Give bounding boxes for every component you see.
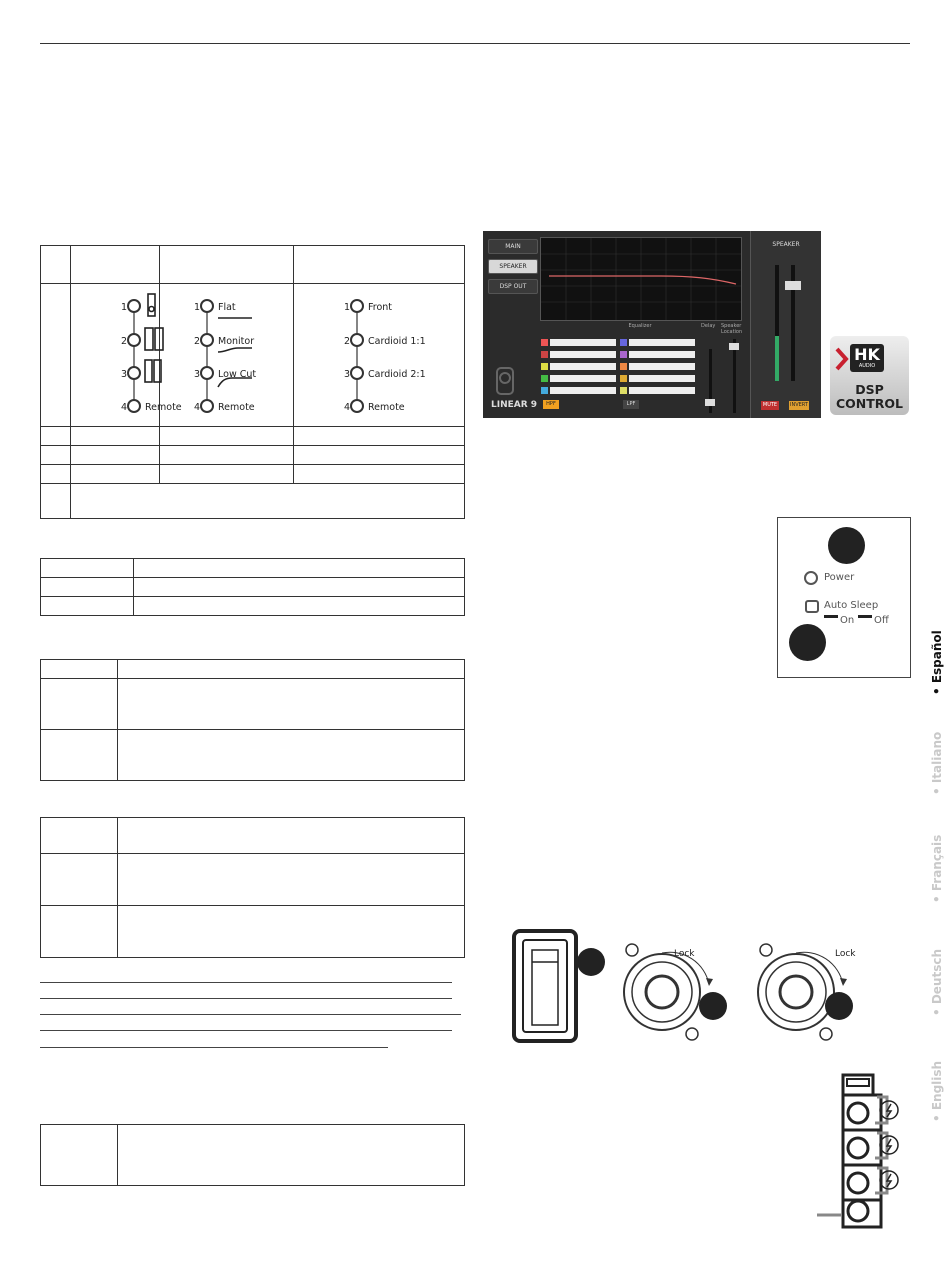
delay-label: Delay [701,323,716,329]
lpf-label[interactable]: LPF [623,400,639,409]
callout-marker [828,527,865,564]
lang-tab-espanol[interactable]: • Español [930,630,944,695]
selector-illustration-3 [294,284,464,422]
chevron-right-icon [834,346,850,372]
pos-num: 4 [344,402,351,413]
speaker-stack-1-icon [148,294,155,316]
speaker-location-label: Speaker Location [721,323,743,335]
auto-sleep-label: Auto Sleep [824,600,879,611]
pos-num: 3 [121,369,128,380]
pos-num: 4 [121,402,128,413]
lock-label: Lock [674,949,695,959]
switch-off-icon [858,615,872,618]
pos-num: 1 [344,302,351,313]
speaker-panel-title: SPEAKER [772,241,800,248]
eq-curve [541,238,741,320]
pos-label: Remote [368,402,405,413]
eq-bands [540,335,696,405]
control-text: CONTROL [835,396,903,411]
hk-sub-text: AUDIO [858,363,876,369]
dsp-control-logo [830,336,909,415]
product-name: LINEAR 9 [491,400,538,410]
selector-illustration-2 [160,284,293,422]
switch-on-icon [824,615,838,618]
speaker-stack-3-icon [145,360,161,382]
pos-num: 4 [194,402,201,413]
callout-marker [577,948,605,976]
pos-label: Remote [145,402,182,413]
dsp-text: DSP [855,382,884,397]
pos-num: 3 [344,369,351,380]
table-2 [40,558,465,616]
delay-fader-handle[interactable] [705,399,715,406]
pos-label: Front [368,302,393,313]
callout-marker [789,624,826,661]
location-fader-handle[interactable] [729,343,739,350]
dsp-software-screenshot [483,231,820,418]
pos-label: Cardioid 2:1 [368,369,426,380]
table-4 [40,817,465,958]
lang-tab-english[interactable]: • English [930,1060,944,1122]
powercon-out-icon [758,944,843,1040]
table-5 [40,1124,465,1186]
pos-num: 2 [344,336,351,347]
pos-label: Flat [218,302,236,313]
lang-tab-italiano[interactable]: • Italiano [930,731,944,795]
power-bolt-icon [880,1101,898,1189]
location-fader[interactable] [733,339,736,413]
auto-sleep-led-icon [805,600,819,613]
header-rule [40,43,910,44]
arrow-icon [840,978,847,986]
lock-label: Lock [835,949,856,959]
level-meter-fill [775,336,779,381]
pos-num: 1 [121,302,128,313]
pos-num: 3 [194,369,201,380]
selector-table [40,245,465,519]
lang-tab-deutsch[interactable]: • Deutsch [930,948,944,1016]
speaker-panel [750,231,821,418]
callout-marker [825,992,853,1020]
powercon-in-icon [624,944,709,1040]
main-fader-handle[interactable] [785,281,801,290]
connector-illustration [512,928,856,1044]
power-panel [777,517,911,678]
table-3 [40,659,465,781]
pos-num: 2 [121,336,128,347]
linear-logo-icon [491,366,521,398]
mute-button[interactable]: MUTE [762,402,778,408]
pos-num: 2 [194,336,201,347]
frequency-graph [540,237,742,321]
invert-button[interactable]: INVERT [790,402,808,408]
nav-speaker-button[interactable]: SPEAKER [488,259,538,274]
nav-dspout-button[interactable]: DSP OUT [488,279,538,294]
pos-label: Cardioid 1:1 [368,336,426,347]
hpf-label[interactable]: HPF [543,400,559,409]
off-label: Off [874,615,889,626]
arrow-icon [706,978,713,986]
eq-title: Equalizer [628,323,652,329]
pos-label: Remote [218,402,255,413]
speaker-stack-icon [843,1075,881,1227]
selector-illustration-1 [71,284,182,422]
on-label: On [840,615,855,626]
hk-badge [850,344,884,372]
power-led-icon [804,571,818,585]
nav-main-button[interactable]: MAIN [488,239,538,254]
callout-marker [699,992,727,1020]
pos-num: 1 [194,302,201,313]
hk-brand-text: HK [854,345,880,364]
power-label: Power [824,572,855,583]
pos-label: Low Cut [218,369,257,380]
power-switch-icon [514,931,576,1041]
monitor-curve-icon [218,348,252,352]
speaker-stack-diagram [815,1073,903,1233]
pos-label: Monitor [218,336,255,347]
lang-tab-francais[interactable]: • Français [930,834,944,903]
